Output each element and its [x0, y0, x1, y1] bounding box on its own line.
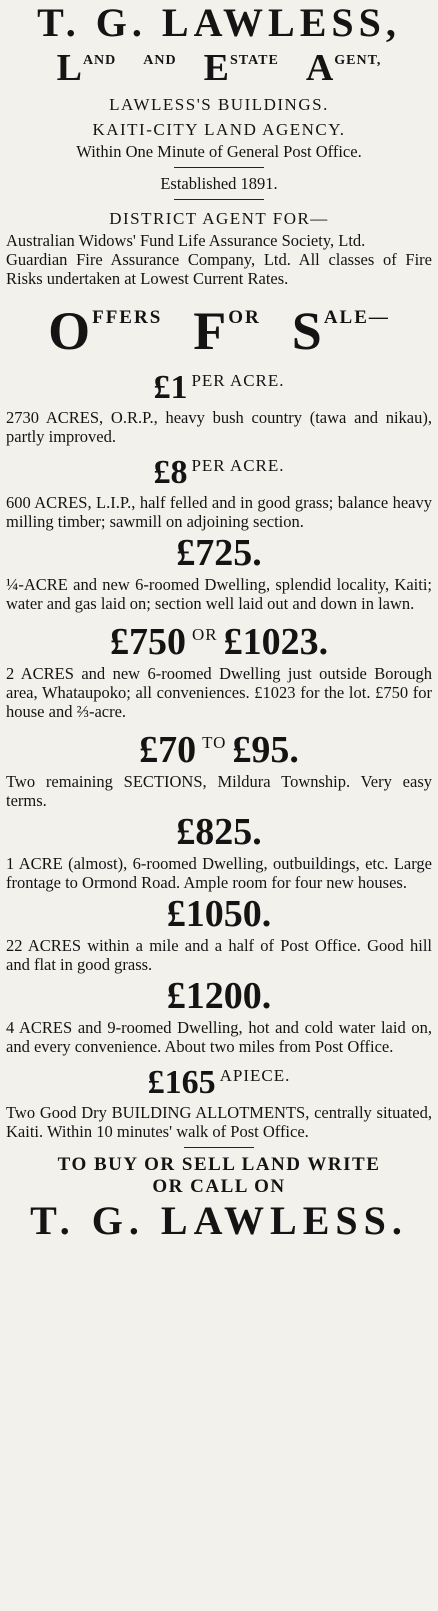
buildings-line: LAWLESS'S BUILDINGS.: [109, 95, 329, 114]
listing-description: Two remaining SECTIONS, Mildura Township. Very easy terms.: [6, 772, 432, 810]
footer-name: T. G. LAWLESS.: [30, 1198, 408, 1243]
listing-price: £1050.: [166, 893, 272, 935]
listing-price: £825.: [176, 811, 262, 853]
agent-line-1: Australian Widows' Fund Life Assurance Society, Ltd.: [6, 231, 366, 250]
listing-description: 2730 ACRES, O.R.P., heavy bush country (tawa and nikau), partly improved.: [6, 408, 432, 446]
subtitle-word-agent: $A^{GENT,}$: [305, 47, 382, 89]
offers-heading: $O^{FFERS}$ $F^{OR}$ $S^{ALE—}$: [48, 301, 390, 361]
agency-line: KAITI-CITY LAND AGENCY.: [92, 120, 346, 139]
subtitle-word-land: $L^{AND}$: [56, 47, 117, 89]
listing-description: 1 ACRE (almost), 6-roomed Dwelling, outbuildings, etc. Large frontage to Ormond Road. Ample room for four new houses.: [6, 854, 432, 892]
listing-price: £1200.: [166, 975, 272, 1017]
listing-description: 4 ACRES and 9-roomed Dwelling, hot and cold water laid on, and every convenience. About two miles from Post Office.: [6, 1018, 432, 1056]
agent-heading: DISTRICT AGENT FOR—: [109, 209, 329, 228]
divider: [174, 167, 264, 168]
advert-subtitle: [6, 46, 432, 88]
listing-description: 22 ACRES within a mile and a half of Post Office. Good hill and flat in good grass.: [6, 936, 432, 974]
listing-price: £1 $^{PER ACRE.}$: [153, 369, 285, 406]
listing-description: ¼-ACRE and new 6-roomed Dwelling, splendid locality, Kaiti; water and gas laid on; section well laid out and down in lawn.: [6, 575, 432, 613]
cta-line-2: OR CALL ON: [152, 1176, 286, 1197]
listing-price: £70 $^{TO}$ £95.: [139, 729, 299, 771]
location-line: Within One Minute of General Post Office.: [76, 142, 362, 161]
subtitle-word-and: AND: [143, 53, 177, 68]
established-line: Established 1891.: [160, 174, 278, 193]
listing-description: 2 ACRES and new 6-roomed Dwelling just outside Borough area, Whataupoko; all conveniences. £1023 for the lot. £750 for house and ⅔-acre.: [6, 664, 432, 721]
subtitle-word-estate: $E^{STATE}$: [203, 47, 279, 89]
listing-price: £8 $^{PER ACRE.}$: [153, 454, 285, 491]
listing-description: 600 ACRES, L.I.P., half felled and in good grass; balance heavy milling timber; sawmill on adjoining section.: [6, 493, 432, 531]
listing-description: Two Good Dry BUILDING ALLOTMENTS, centrally situated, Kaiti. Within 10 minutes' walk of Post Office.: [6, 1103, 432, 1141]
agent-line-2: Guardian Fire Assurance Company, Ltd. All classes of Fire Risks undertaken at Lowest Current Rates.: [6, 250, 432, 288]
listing-price: £165 $^{APIECE.}$: [147, 1064, 291, 1101]
divider: [184, 1147, 254, 1148]
listing-price: £725.: [176, 532, 262, 574]
divider: [174, 199, 264, 200]
advert-title: T. G. LAWLESS,: [37, 0, 401, 45]
cta-line-1: TO BUY OR SELL LAND WRITE: [57, 1154, 381, 1175]
listing-price: £750 $^{OR}$ £1023.: [109, 621, 329, 663]
